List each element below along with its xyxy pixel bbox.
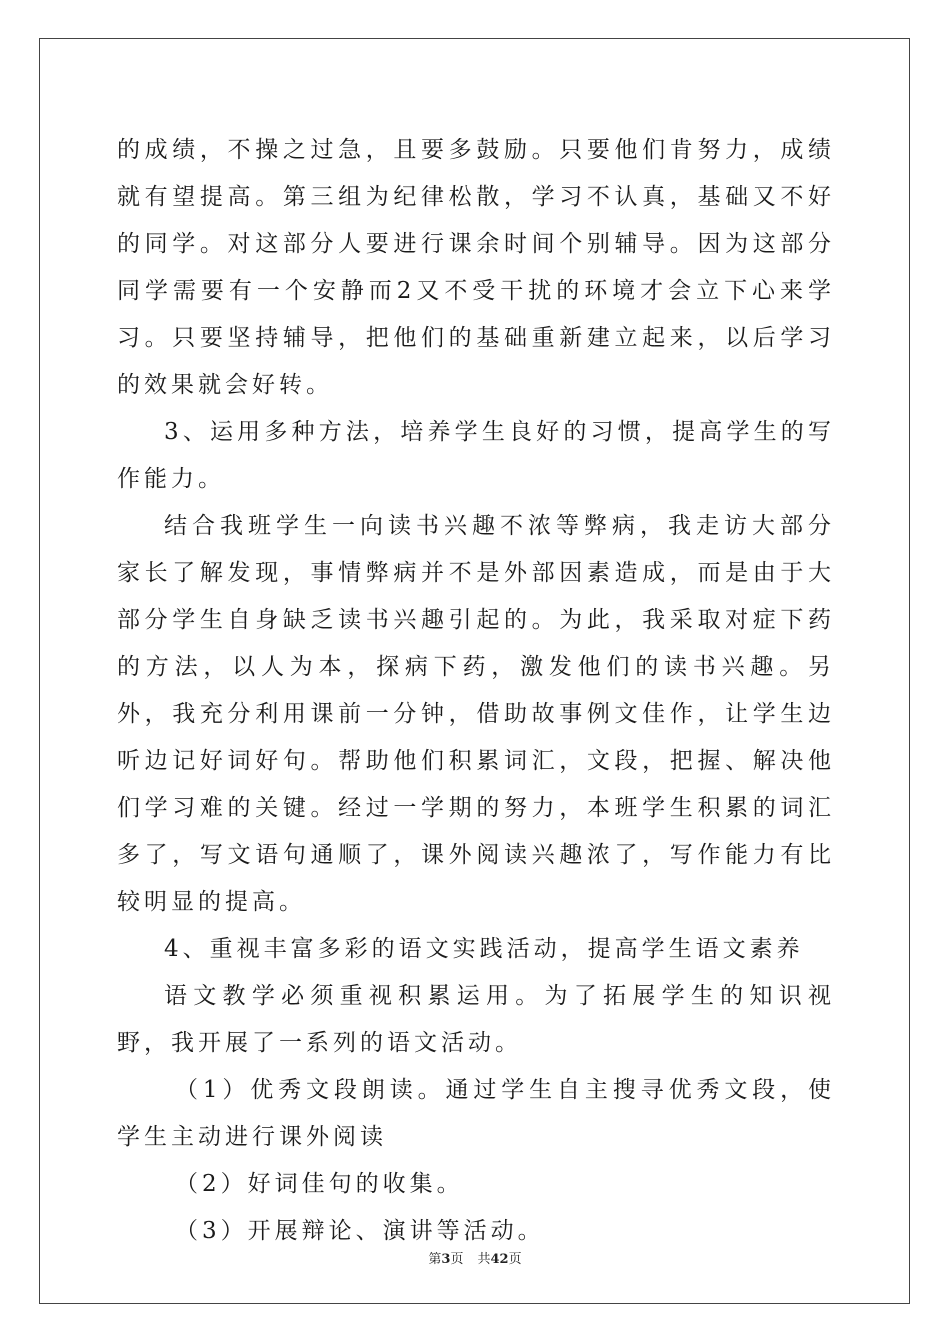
total-suffix: 页 [508, 1252, 522, 1267]
list-item-1: （1）优秀文段朗读。通过学生自主搜寻优秀文段，使学生主动进行课外阅读 [117, 1077, 835, 1150]
document-body [117, 127, 835, 1255]
page-prefix: 第 [428, 1252, 442, 1267]
list-item-3: （3）开展辩论、演讲等活动。 [175, 1218, 545, 1244]
paragraph-reading-interest: 结合我班学生一向读书兴趣不浓等弊病，我走访大部分家长了解发现，事情弊病并不是外部因素造成，而是由于大部分学生自身缺乏读书兴趣引起的。为此，我采取对症下药的方法，以人为本，探病下药，激发他们的读书兴趣。另外，我充分利用课前一分钟，借助故事例文佳作，让学生边听边记好词好句。帮助他们积累词汇，文段，把握、解决他们学习难的关键。经过一学期的努力，本班学生积累的词汇多了，写文语句通顺了，课外阅读兴趣浓了，写作能力有比较明显的提高。 [117, 513, 835, 915]
section-heading-4: 4、重视丰富多彩的语文实践活动，提高学生语文素养 [164, 936, 804, 962]
page-footer [0, 1248, 950, 1267]
page-number: 3 [441, 1252, 451, 1267]
paragraph-accumulation: 语文教学必须重视积累运用。为了拓展学生的知识视野，我开展了一系列的语文活动。 [117, 983, 835, 1056]
list-item-2: （2）好词佳句的收集。 [175, 1171, 464, 1197]
paragraph-continuation: 的成绩，不操之过急，且要多鼓励。只要他们肯努力，成绩就有望提高。第三组为纪律松散，学习不认真，基础又不好的同学。对这部分人要进行课余时间个别辅导。因为这部分同学需要有一个安静而2又不受干扰的环境才会立下心来学习。只要坚持辅导，把他们的基础重新建立起来，以后学习的效果就会好转。 [117, 137, 835, 398]
page-suffix: 页 [450, 1252, 464, 1267]
total-prefix: 共 [477, 1252, 491, 1267]
total-pages: 42 [490, 1252, 509, 1267]
section-heading-3: 3、运用多种方法，培养学生良好的习惯，提高学生的写作能力。 [117, 419, 835, 492]
